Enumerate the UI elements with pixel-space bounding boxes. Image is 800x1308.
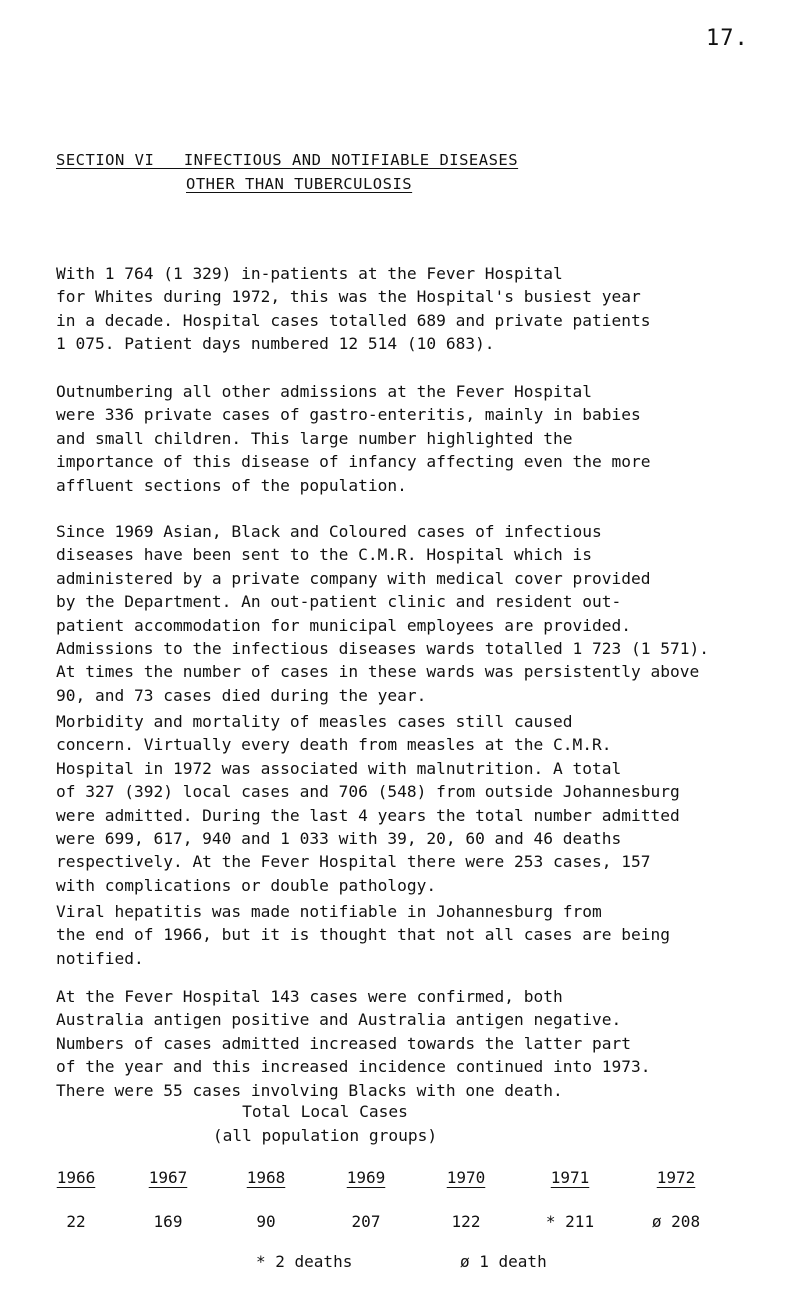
value-cell: * 211 [545, 1212, 595, 1231]
value-cell: 122 [451, 1212, 481, 1231]
value-cell: 90 [256, 1212, 276, 1231]
section-heading [56, 148, 518, 196]
footnote-deaths: * 2 deaths [256, 1252, 353, 1271]
paragraph-australia-antigen: At the Fever Hospital 143 cases were confirmed, both Australia antigen positive and Australia antigen negative. Numbers of cases admitted increased towards the latter part of the year and this increased incidence continued into 1973. There were 55 cases involving Blacks with one death. [56, 987, 651, 1100]
year-cell: 1968 [246, 1168, 286, 1187]
table-title-line-1: Total Local Cases [242, 1102, 408, 1121]
heading-line-2: OTHER THAN TUBERCULOSIS [186, 175, 413, 193]
table-title [0, 1100, 650, 1148]
heading-line-1: SECTION VI INFECTIOUS AND NOTIFIABLE DISEASES [56, 151, 519, 169]
paragraph-measles: Morbidity and mortality of measles cases still caused concern. Virtually every death from measles at the C.M.R. Hospital in 1972 was associated with malnutrition. A total of 327 (392) local cases and 706 (548) from outside Johannesburg were admitted. During the last 4 years the total number admitted were 699, 617, 940 and 1 033 with 39, 20, 60 and 46 deaths respectively. At the Fever Hospital there were 253 cases, 157 with complications or double pathology. [56, 712, 680, 895]
value-cell: 22 [66, 1212, 86, 1231]
year-cell: 1966 [56, 1168, 96, 1187]
paragraph-cmr-hospital: Since 1969 Asian, Black and Coloured cases of infectious diseases have been sent to the C.M.R. Hospital which is administered by a private company with medical cover provided by the Department. An out-patient clinic and resident out- patient accommodation for municipal employees are provided. Admissions to the infectious diseases wards totalled 1 723 (1 571). At times the number of cases in these wards was persistently above 90, and 73 cases died during the year. [56, 522, 709, 705]
table-title-line-2: (all population groups) [212, 1126, 438, 1145]
paragraph-viral-hepatitis: Viral hepatitis was made notifiable in Johannesburg from the end of 1966, but it is thought that not all cases are being notified. [56, 902, 670, 968]
year-cell: 1972 [656, 1168, 696, 1187]
year-cell: 1971 [550, 1168, 590, 1187]
value-cell: 169 [153, 1212, 183, 1231]
year-cell: 1969 [346, 1168, 386, 1187]
year-cell: 1970 [446, 1168, 486, 1187]
year-cell: 1967 [148, 1168, 188, 1187]
paragraph-gastro-enteritis: Outnumbering all other admissions at the Fever Hospital were 336 private cases of gastro-enteritis, mainly in babies and small children. This large number highlighted the importance of this disease of infancy affecting even the more affluent sections of the population. [56, 382, 651, 495]
value-cell: 207 [351, 1212, 381, 1231]
footnote-death: ø 1 death [460, 1252, 547, 1271]
page-number: 17. [706, 26, 749, 51]
paragraph-fever-hospital: With 1 764 (1 329) in-patients at the Fever Hospital for Whites during 1972, this was the Hospital's busiest year in a decade. Hospital cases totalled 689 and private patients 1 075. Patient days numbered 12 514 (10 683). [56, 264, 651, 354]
value-cell: ø 208 [651, 1212, 701, 1231]
